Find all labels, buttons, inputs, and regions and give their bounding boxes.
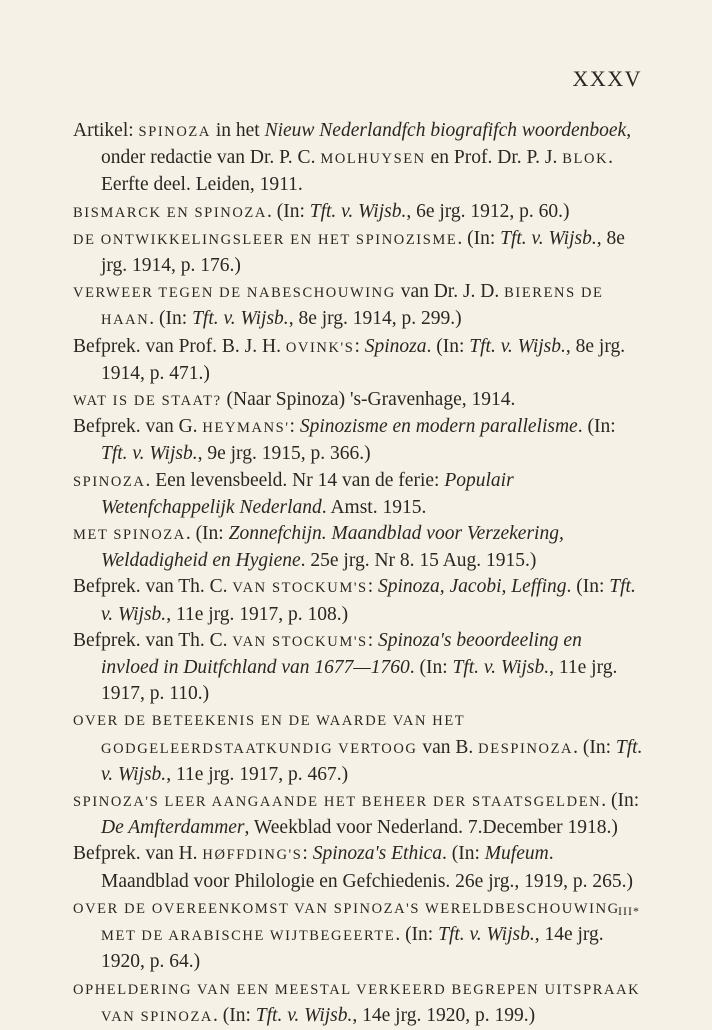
entry-8: SPINOZA. Een levensbeeld. Nr 14 van de ferie: Populair Wetenfchappelijk Nederland. Amst. 1915. <box>73 469 514 518</box>
entry-2: BISMARCK EN SPINOZA. (In: Tft. v. Wijsb., 6e jrg. 1912, p. 60.) <box>73 200 570 222</box>
entry-7: Befprek. van G. HEYMANS': Spinozisme en modern parallelisme. (In: Tft. v. Wijsb., 9e jrg. 1915, p. 366.) <box>73 416 616 465</box>
page-number: XXXV <box>572 66 642 91</box>
entry-4: VERWEER TEGEN DE NABESCHOUWING van Dr. J. D. BIERENS DE HAAN. (In: Tft. v. Wijsb., 8e jrg. 1914, p. 299.) <box>73 281 604 330</box>
entry-11: Befprek. van Th. C. VAN STOCKUM'S: Spinoza's beoordeeling en invloed in Duitfchland van 1677—1760. (In: Tft. v. Wijsb., 11e jrg. 1917, p. 110.) <box>73 629 618 705</box>
entry-6: WAT IS DE STAAT? (Naar Spinoza) 's-Gravenhage, 1914. <box>73 389 516 411</box>
entry-5: Befprek. van Prof. B. J. H. OVINK'S: Spinoza. (In: Tft. v. Wijsb., 8e jrg. 1914, p. 471.) <box>73 335 626 384</box>
entry-1: Artikel: SPINOZA in het Nieuw Nederlandfch biografifch woordenboek, onder redactie van Dr. P. C. MOLHUYSEN en Prof. Dr. P. J. BLOK. Eerfte deel. Leiden, 1911. <box>73 120 632 196</box>
bibliography-list <box>73 118 643 1030</box>
entry-13: SPINOZA'S LEER AANGAANDE HET BEHEER DER STAATSGELDEN. (In: De Amfterdammer, Weekblad voor Nederland. 7.December 1918.) <box>73 790 640 839</box>
entry-15: OVER DE OVEREENKOMST VAN SPINOZA'S WERELDBESCHOUWING MET DE ARABISCHE WIJTBEGEERTE. (In: Tft. v. Wijsb., 14e jrg. 1920, p. 64.) <box>73 900 620 973</box>
entry-16: OPHELDERING VAN EEN MEESTAL VERKEERD BEGREPEN UITSPRAAK VAN SPINOZA. (In: Tft. v. Wijsb., 14e jrg. 1920, p. 199.) <box>73 981 641 1026</box>
entry-10: Befprek. van Th. C. VAN STOCKUM'S: Spinoza, Jacobi, Leffing. (In: Tft. v. Wijsb., 11e jrg. 1917, p. 108.) <box>73 576 636 625</box>
entry-9: MET SPINOZA. (In: Zonnefchijn. Maandblad voor Verzekering, Weldadigheid en Hygiene. 25e jrg. Nr 8. 15 Aug. 1915.) <box>73 523 564 572</box>
entry-14: Befprek. van H. HØFFDING'S: Spinoza's Ethica. (In: Mufeum. Maandblad voor Philologie en Gefchiedenis. 26e jrg., 1919, p. 265.) <box>73 843 633 892</box>
entry-3: DE ONTWIKKELINGSLEER EN HET SPINOZISME. (In: Tft. v. Wijsb., 8e jrg. 1914, p. 176.) <box>73 227 625 277</box>
entry-12: OVER DE BETEEKENIS EN DE WAARDE VAN HET GODGELEERDSTAATKUNDIG VERTOOG van B. DESPINOZA. (In: Tft. v. Wijsb., 11e jrg. 1917, p. 467.) <box>73 713 643 785</box>
signature-mark: III* <box>618 904 640 918</box>
